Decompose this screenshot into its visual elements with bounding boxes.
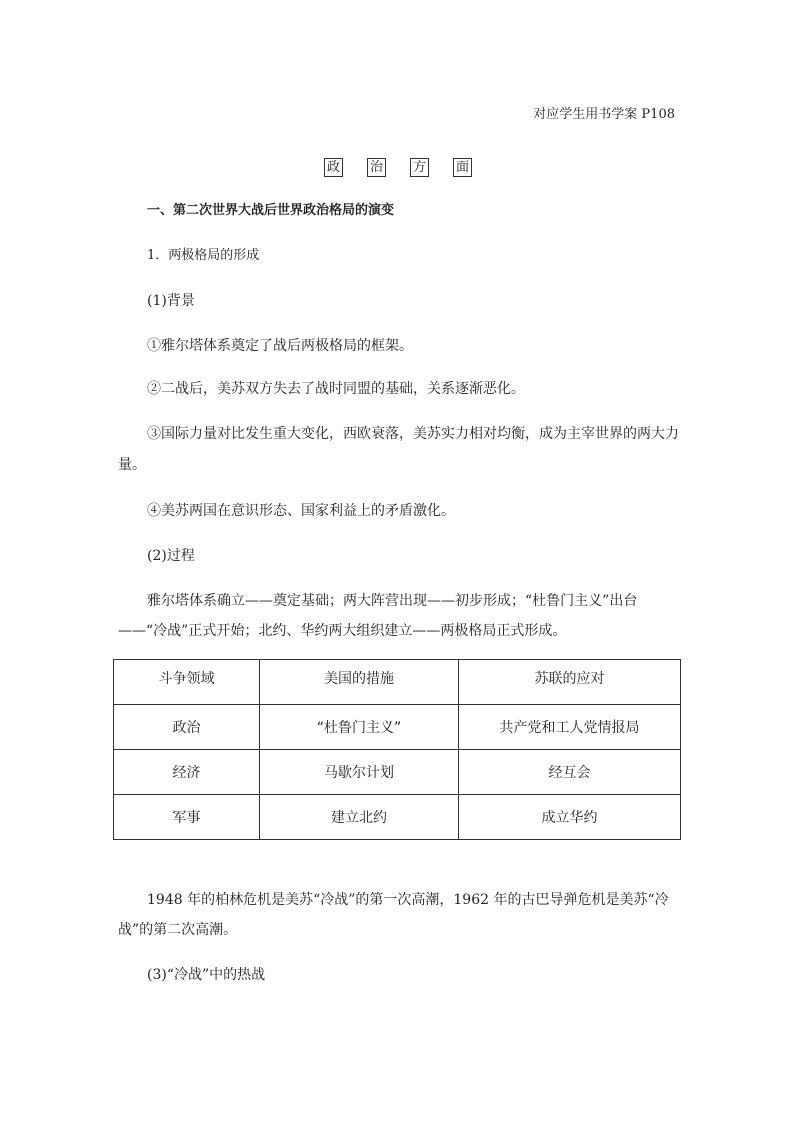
process-text: 雅尔塔体系确立——奠定基础；两大阵营出现——初步形成；“杜鲁门主义”出台 xyxy=(147,593,638,609)
table-row xyxy=(114,705,681,750)
process-text-continued: ——“冷战”正式开始；北约、华约两大组织建立——两极格局正式形成。 xyxy=(118,623,567,639)
note-text: 1948 年的柏林危机是美苏“冷战”的第一次高潮，1962 年的古巴导弹危机是美苏“冷 xyxy=(147,892,669,908)
table-cell: 政治 xyxy=(114,705,260,750)
table-header-row xyxy=(114,660,681,705)
comparison-table xyxy=(113,659,681,840)
heading-char: 面 xyxy=(453,158,472,177)
table-row xyxy=(114,795,681,840)
background-item: ③国际力量对比发生重大变化，西欧衰落，美苏实力相对均衡，成为主宰世界的两大力 xyxy=(147,426,679,442)
hot-war-label: (3)“冷战”中的热战 xyxy=(147,967,266,983)
table-cell: 经济 xyxy=(114,750,260,795)
table-row xyxy=(114,750,681,795)
note-text-continued: 战”的第二次高潮。 xyxy=(118,922,238,938)
process-label: (2)过程 xyxy=(147,548,195,564)
background-label: (1)背景 xyxy=(147,293,195,309)
table-header-cell: 斗争领域 xyxy=(114,660,260,705)
page-reference: 对应学生用书学案 P108 xyxy=(533,107,675,122)
table-header-cell: 苏联的应对 xyxy=(459,660,681,705)
table-header-cell: 美国的措施 xyxy=(260,660,459,705)
table-cell: 马歇尔计划 xyxy=(260,750,459,795)
table-cell: 军事 xyxy=(114,795,260,840)
section-title: 一、第二次世界大战后世界政治格局的演变 xyxy=(147,203,395,218)
heading-char: 治 xyxy=(367,158,386,177)
background-item: ②二战后，美苏双方失去了战时同盟的基础，关系逐渐恶化。 xyxy=(147,381,525,397)
table-cell: 建立北约 xyxy=(260,795,459,840)
table-cell: 成立华约 xyxy=(459,795,681,840)
heading-char: 政 xyxy=(324,158,343,177)
background-item: ④美苏两国在意识形态、国家利益上的矛盾激化。 xyxy=(147,503,455,519)
background-item: ①雅尔塔体系奠定了战后两极格局的框架。 xyxy=(147,338,413,354)
table-cell: 共产党和工人党情报局 xyxy=(459,705,681,750)
table-cell: 经互会 xyxy=(459,750,681,795)
table-cell: “杜鲁门主义” xyxy=(260,705,459,750)
section-heading xyxy=(324,158,474,180)
background-item-continued: 量。 xyxy=(118,457,146,473)
subsection-title: 1．两极格局的形成 xyxy=(147,248,260,263)
heading-char: 方 xyxy=(410,158,429,177)
